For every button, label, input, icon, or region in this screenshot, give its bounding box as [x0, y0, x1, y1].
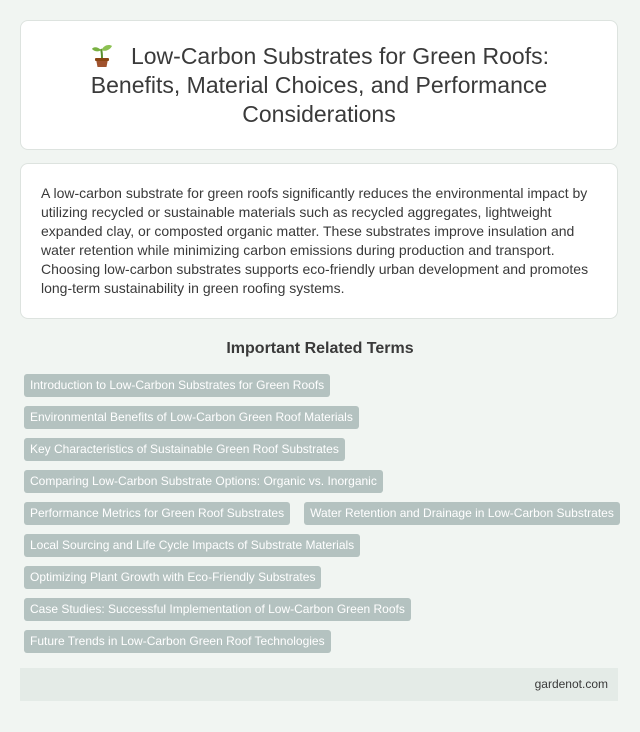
page-title [59, 42, 579, 129]
summary-card [20, 163, 618, 319]
related-term-tag[interactable]: Water Retention and Drainage in Low-Carbon Substrates [304, 502, 620, 525]
related-term-tag[interactable]: Introduction to Low-Carbon Substrates for Green Roofs [24, 374, 330, 397]
term-row [24, 566, 624, 589]
related-term-tag[interactable]: Case Studies: Successful Implementation of Low-Carbon Green Roofs [24, 598, 411, 621]
related-term-tag[interactable]: Future Trends in Low-Carbon Green Roof Technologies [24, 630, 331, 653]
title-card [20, 20, 618, 150]
seedling-icon [89, 42, 115, 68]
related-term-tag[interactable]: Performance Metrics for Green Roof Substrates [24, 502, 290, 525]
footer-site-link[interactable]: gardenot.com [534, 677, 608, 691]
term-row [24, 438, 624, 461]
related-term-tag[interactable]: Optimizing Plant Growth with Eco-Friendly Substrates [24, 566, 321, 589]
term-row [24, 374, 624, 397]
summary-text: A low-carbon substrate for green roofs significantly reduces the environmental impact by utilizing recycled or sustainable materials such as recycled aggregates, lightweight expanded clay, or composted organic matter. These substrates improve insulation and water retention while minimizing carbon emissions during production and transport. Choosing low-carbon substrates supports eco-friendly urban development and promotes long-term sustainability in green roofing systems. [41, 185, 589, 296]
related-term-tag[interactable]: Comparing Low-Carbon Substrate Options: Organic vs. Inorganic [24, 470, 383, 493]
related-term-tag[interactable]: Local Sourcing and Life Cycle Impacts of Substrate Materials [24, 534, 360, 557]
related-terms-list [24, 374, 624, 662]
page-title-text: Low-Carbon Substrates for Green Roofs: Benefits, Material Choices, and Performance Considerations [90, 42, 550, 127]
term-row [24, 502, 624, 525]
term-row [24, 598, 624, 621]
related-term-tag[interactable]: Key Characteristics of Sustainable Green Roof Substrates [24, 438, 345, 461]
related-term-tag[interactable]: Environmental Benefits of Low-Carbon Green Roof Materials [24, 406, 359, 429]
term-row [24, 534, 624, 557]
term-row [24, 470, 624, 493]
footer [20, 668, 618, 701]
term-row [24, 406, 624, 429]
related-terms-heading: Important Related Terms [226, 340, 414, 357]
term-row [24, 630, 624, 653]
